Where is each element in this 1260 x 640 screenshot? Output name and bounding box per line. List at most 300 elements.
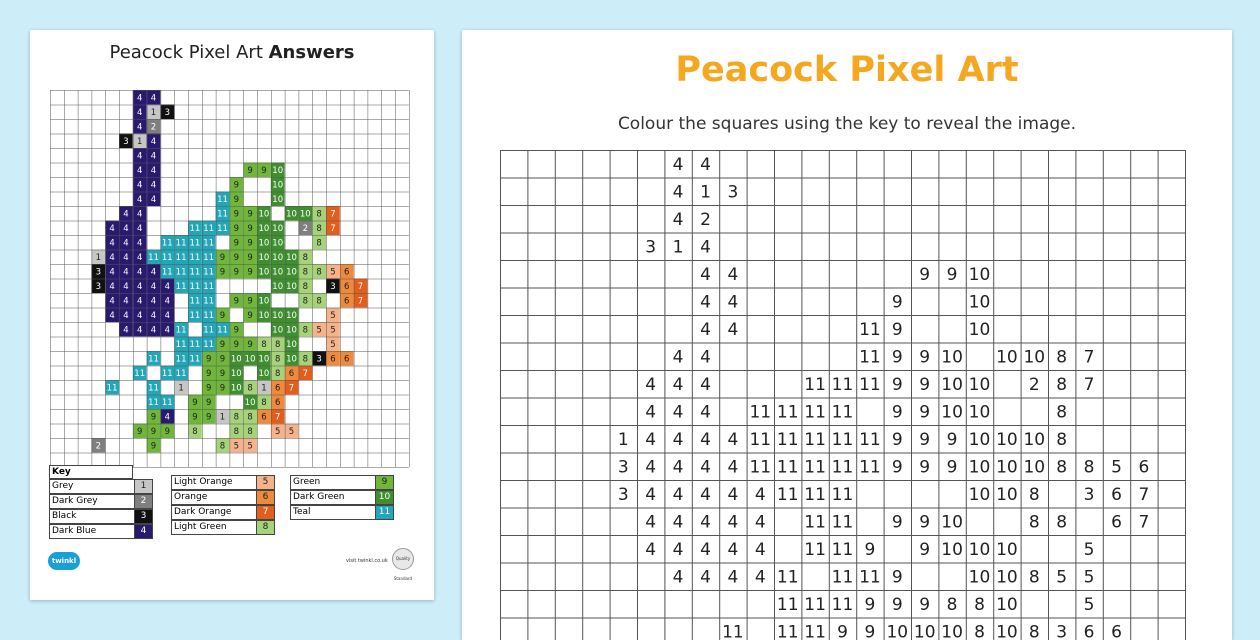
grid-cell-number: 2 xyxy=(150,122,157,133)
grid-cell-number: 4 xyxy=(754,539,766,560)
grid-cell-number: 8 xyxy=(974,594,985,615)
grid-cell-number: 11 xyxy=(776,484,799,505)
grid-cell-number: 10 xyxy=(996,347,1018,368)
grid-cell-number: 4 xyxy=(123,238,129,249)
grid-cell-number: 4 xyxy=(136,223,143,234)
grid-cell-number: 1 xyxy=(95,252,102,263)
grid-cell-number: 7 xyxy=(302,368,309,379)
key-item-label: Dark Blue xyxy=(52,526,97,536)
grid-cell-number: 7 xyxy=(1083,374,1095,395)
grid-cell-number: 4 xyxy=(150,296,157,307)
grid-cell-number: 6 xyxy=(1111,622,1122,640)
grid-cell-number: 11 xyxy=(831,539,854,560)
grid-cell-number: 10 xyxy=(272,223,284,234)
grid-cell-number: 9 xyxy=(192,412,198,423)
grid-cell-number: 4 xyxy=(672,429,684,450)
grid-cell-number: 4 xyxy=(136,151,143,162)
grid-cell-number: 4 xyxy=(645,484,657,505)
grid-cell-number: 10 xyxy=(941,622,963,640)
grid-cell-number: 9 xyxy=(837,622,848,640)
grid-cell-number: 11 xyxy=(859,347,881,368)
grid-cell-number: 8 xyxy=(316,209,322,220)
grid-cell-number: 4 xyxy=(700,154,711,175)
grid-cell-number: 9 xyxy=(247,339,253,350)
grid-cell-number: 9 xyxy=(891,512,903,533)
grid-cell-number: 4 xyxy=(672,457,684,478)
grid-cell-number: 4 xyxy=(136,296,143,307)
grid-cell-number: 4 xyxy=(136,122,143,133)
grid-cell-number: 10 xyxy=(968,402,991,423)
grid-cell-number: 11 xyxy=(804,402,826,423)
grid-cell-number: 11 xyxy=(831,484,854,505)
grid-cell-number: 8 xyxy=(1056,512,1068,533)
grid-cell-number: 4 xyxy=(700,484,711,505)
grid-cell-number: 11 xyxy=(831,402,854,423)
grid-cell-number: 4 xyxy=(672,512,684,533)
grid-cell-number: 4 xyxy=(700,457,711,478)
grid-cell-number: 11 xyxy=(831,567,854,588)
grid-cell-number: 11 xyxy=(831,429,854,450)
grid-cell-number: 10 xyxy=(272,165,284,176)
grid-cell-number: 7 xyxy=(330,223,336,234)
grid-cell-number: 9 xyxy=(247,165,253,176)
grid-cell-number: 9 xyxy=(891,292,903,313)
grid-cell-number: 9 xyxy=(136,426,143,437)
grid-cell-number: 4 xyxy=(164,310,171,321)
key-item-label: Light Green xyxy=(174,522,227,532)
grid-cell-number: 11 xyxy=(217,194,228,205)
quality-badge-icon: Quality Standard xyxy=(392,548,414,570)
grid-cell-number: 10 xyxy=(272,267,284,278)
grid-cell-number: 9 xyxy=(219,310,226,321)
grid-cell-number: 11 xyxy=(831,457,854,478)
grid-cell-number: 11 xyxy=(776,457,799,478)
answer-sheet xyxy=(30,30,434,600)
grid-cell-number: 3 xyxy=(164,107,171,118)
answer-pixel-grid xyxy=(50,90,410,468)
key-item-swatch: 5 xyxy=(256,476,274,489)
grid-cell-number: 9 xyxy=(219,354,226,365)
grid-cell-number: 11 xyxy=(189,238,201,249)
grid-cell-number: 11 xyxy=(804,512,826,533)
grid-cell-number: 8 xyxy=(261,339,267,350)
key-item-swatch: 7 xyxy=(256,506,274,519)
grid-cell-number: 4 xyxy=(700,512,711,533)
grid-cell-number: 8 xyxy=(302,325,309,336)
grid-cell-number: 10 xyxy=(272,325,284,336)
grid-cell-number: 9 xyxy=(233,238,240,249)
grid-cell-number: 4 xyxy=(136,165,143,176)
grid-cell-number: 9 xyxy=(247,238,253,249)
grid-cell-number: 9 xyxy=(219,252,226,263)
grid-cell-number: 5 xyxy=(1083,567,1095,588)
grid-cell-number: 11 xyxy=(776,567,799,588)
grid-cell-number: 4 xyxy=(150,325,157,336)
grid-cell-number: 11 xyxy=(776,402,799,423)
grid-cell-number: 9 xyxy=(219,339,226,350)
grid-cell-number: 8 xyxy=(974,622,985,640)
grid-cell-number: 9 xyxy=(150,412,157,423)
grid-cell-number: 4 xyxy=(150,194,157,205)
key-item-swatch: 11 xyxy=(375,506,393,519)
grid-cell-number: 2 xyxy=(1028,374,1040,395)
grid-cell-number: 10 xyxy=(1023,457,1046,478)
grid-cell-number: 4 xyxy=(727,567,739,588)
grid-cell-number: 8 xyxy=(1028,484,1040,505)
grid-cell-number: 11 xyxy=(161,397,173,408)
grid-cell-number: 10 xyxy=(968,264,991,285)
grid-cell-number: 11 xyxy=(148,383,159,394)
grid-cell-number: 4 xyxy=(700,402,711,423)
grid-cell-number: 11 xyxy=(175,252,187,263)
key-item-swatch: 10 xyxy=(375,491,393,504)
grid-cell-number: 9 xyxy=(919,594,931,615)
grid-cell-number: 8 xyxy=(1083,457,1095,478)
colour-key xyxy=(49,465,399,560)
grid-cell-number: 8 xyxy=(261,397,267,408)
grid-cell-number: 10 xyxy=(272,252,284,263)
grid-cell-number: 3 xyxy=(316,354,322,365)
grid-cell-number: 10 xyxy=(1023,347,1046,368)
grid-cell-number: 10 xyxy=(286,310,297,321)
grid-cell-number: 9 xyxy=(261,165,267,176)
grid-cell-number: 9 xyxy=(247,223,253,234)
grid-cell-number: 8 xyxy=(233,426,240,437)
grid-cell-number: 6 xyxy=(1111,484,1122,505)
grid-cell-number: 10 xyxy=(286,267,297,278)
grid-cell-number: 9 xyxy=(247,209,253,220)
grid-cell-number: 11 xyxy=(831,512,854,533)
grid-cell-number: 11 xyxy=(804,457,826,478)
grid-cell-number: 3 xyxy=(617,484,629,505)
grid-cell-number: 8 xyxy=(302,267,309,278)
grid-cell-number: 11 xyxy=(776,622,799,640)
grid-cell-number: 4 xyxy=(727,429,739,450)
grid-cell-number: 10 xyxy=(258,252,270,263)
grid-cell-number: 10 xyxy=(272,310,284,321)
grid-cell-number: 4 xyxy=(700,237,711,258)
grid-cell-number: 6 xyxy=(343,281,350,292)
grid-cell-number: 7 xyxy=(274,412,281,423)
grid-cell-number: 4 xyxy=(700,347,711,368)
grid-cell-number: 10 xyxy=(258,368,270,379)
grid-cell-number: 4 xyxy=(672,374,684,395)
grid-cell-number: 4 xyxy=(727,484,739,505)
worksheet-instructions: Colour the squares using the key to reveal the image. xyxy=(617,114,1077,134)
grid-cell-number: 4 xyxy=(727,457,739,478)
grid-cell-number: 9 xyxy=(919,347,931,368)
grid-cell-number: 4 xyxy=(136,209,143,220)
grid-cell-number: 2 xyxy=(95,441,102,452)
grid-cell-number: 4 xyxy=(136,252,143,263)
worksheet-pixel-grid xyxy=(500,150,1186,640)
grid-cell-number: 4 xyxy=(645,374,657,395)
grid-cell-number: 9 xyxy=(233,223,240,234)
key-item-label: Light Orange xyxy=(174,477,233,487)
key-item-light-green xyxy=(171,520,275,535)
answer-grid-svg xyxy=(50,90,410,468)
grid-cell-number: 9 xyxy=(919,429,931,450)
grid-cell-number: 4 xyxy=(109,252,115,263)
grid-cell-number: 10 xyxy=(941,402,963,423)
grid-cell-number: 4 xyxy=(672,539,684,560)
grid-cell-number: 10 xyxy=(272,281,284,292)
grid-cell-number: 11 xyxy=(203,325,215,336)
grid-cell-number: 5 xyxy=(1056,567,1068,588)
grid-cell-number: 6 xyxy=(1083,622,1095,640)
grid-cell-number: 4 xyxy=(672,402,684,423)
grid-cell-number: 8 xyxy=(302,296,309,307)
grid-cell-number: 10 xyxy=(230,383,242,394)
grid-cell-number: 4 xyxy=(645,402,657,423)
grid-cell-number: 8 xyxy=(1056,374,1068,395)
grid-cell-number: 9 xyxy=(891,457,903,478)
grid-cell-number: 5 xyxy=(1083,594,1095,615)
key-item-orange xyxy=(171,490,275,505)
grid-cell-number: 4 xyxy=(700,429,711,450)
grid-cell-number: 11 xyxy=(106,383,118,394)
grid-cell-number: 6 xyxy=(288,368,295,379)
grid-cell-number: 11 xyxy=(203,267,215,278)
key-item-swatch: 8 xyxy=(256,521,274,534)
grid-cell-number: 10 xyxy=(996,539,1018,560)
grid-cell-number: 3 xyxy=(95,281,102,292)
grid-cell-number: 5 xyxy=(330,310,336,321)
grid-cell-number: 9 xyxy=(150,441,157,452)
grid-cell-number: 10 xyxy=(913,622,936,640)
grid-cell-number: 9 xyxy=(233,252,240,263)
grid-cell-number: 4 xyxy=(150,136,157,147)
grid-cell-number: 4 xyxy=(700,319,711,340)
key-item-swatch: 6 xyxy=(256,491,274,504)
grid-cell-number: 4 xyxy=(109,238,115,249)
grid-cell-number: 11 xyxy=(203,223,215,234)
grid-cell-number: 7 xyxy=(1138,484,1150,505)
key-item-label: Orange xyxy=(174,492,208,502)
grid-cell-number: 11 xyxy=(203,281,215,292)
grid-cell-number: 11 xyxy=(189,223,201,234)
grid-cell-number: 10 xyxy=(968,292,991,313)
grid-cell-number: 10 xyxy=(299,209,311,220)
grid-cell-number: 10 xyxy=(286,209,297,220)
grid-cell-number: 4 xyxy=(150,310,157,321)
grid-cell-number: 4 xyxy=(727,512,739,533)
worksheet xyxy=(462,30,1232,640)
grid-cell-number: 11 xyxy=(217,209,228,220)
grid-cell-number: 8 xyxy=(302,252,309,263)
grid-cell-number: 10 xyxy=(258,209,270,220)
grid-cell-number: 4 xyxy=(645,429,657,450)
grid-cell-number: 9 xyxy=(205,354,212,365)
grid-cell-number: 9 xyxy=(233,339,240,350)
grid-cell-number: 9 xyxy=(864,594,876,615)
grid-cell-number: 4 xyxy=(754,512,766,533)
grid-cell-number: 10 xyxy=(1023,429,1046,450)
grid-cell-number: 5 xyxy=(316,325,322,336)
grid-cell-number: 11 xyxy=(203,339,215,350)
grid-cell-number: 6 xyxy=(1138,457,1150,478)
grid-cell-number: 1 xyxy=(136,136,143,147)
grid-cell-number: 6 xyxy=(343,296,350,307)
grid-cell-number: 4 xyxy=(700,539,711,560)
grid-cell-number: 11 xyxy=(161,368,173,379)
grid-cell-number: 9 xyxy=(919,457,931,478)
grid-cell-number: 11 xyxy=(776,594,799,615)
grid-cell-number: 9 xyxy=(233,325,240,336)
grid-cell-number: 11 xyxy=(804,539,826,560)
key-item-dark-grey xyxy=(49,494,153,509)
grid-cell-number: 8 xyxy=(274,354,281,365)
grid-cell-number: 10 xyxy=(230,368,242,379)
grid-cell-number: 10 xyxy=(258,354,270,365)
grid-cell-number: 11 xyxy=(189,252,201,263)
grid-cell-number: 9 xyxy=(205,412,212,423)
key-item-swatch: 4 xyxy=(134,525,152,538)
grid-cell-number: 11 xyxy=(148,397,159,408)
grid-cell-number: 10 xyxy=(272,238,284,249)
grid-cell-number: 11 xyxy=(859,457,881,478)
grid-cell-number: 4 xyxy=(136,238,143,249)
grid-cell-number: 7 xyxy=(1083,347,1095,368)
grid-cell-number: 8 xyxy=(274,339,281,350)
grid-cell-number: 11 xyxy=(189,354,201,365)
grid-cell-number: 10 xyxy=(996,622,1018,640)
grid-cell-number: 10 xyxy=(230,354,242,365)
worksheet-grid-svg xyxy=(500,150,1186,640)
key-item-label: Black xyxy=(52,511,77,521)
grid-cell-number: 8 xyxy=(302,354,309,365)
grid-cell-number: 9 xyxy=(864,622,876,640)
grid-cell-number: 6 xyxy=(343,354,350,365)
grid-cell-number: 5 xyxy=(233,441,240,452)
grid-cell-number: 9 xyxy=(247,310,253,321)
grid-cell-number: 4 xyxy=(123,252,129,263)
key-title: Key xyxy=(49,465,133,479)
grid-cell-number: 4 xyxy=(136,281,143,292)
grid-cell-number: 11 xyxy=(148,252,159,263)
grid-cell-number: 11 xyxy=(859,374,881,395)
grid-cell-number: 1 xyxy=(617,429,629,450)
grid-cell-number: 4 xyxy=(136,310,143,321)
grid-cell-number: 10 xyxy=(258,238,270,249)
grid-cell-number: 10 xyxy=(968,429,991,450)
grid-cell-number: 4 xyxy=(672,484,684,505)
grid-cell-number: 11 xyxy=(749,429,772,450)
grid-cell-number: 4 xyxy=(123,296,129,307)
grid-cell-number: 6 xyxy=(274,397,281,408)
grid-cell-number: 11 xyxy=(175,368,187,379)
grid-cell-number: 9 xyxy=(219,383,226,394)
grid-cell-number: 4 xyxy=(136,93,143,104)
grid-cell-number: 11 xyxy=(161,238,173,249)
grid-cell-number: 4 xyxy=(672,347,684,368)
grid-cell-number: 4 xyxy=(700,374,711,395)
grid-cell-number: 9 xyxy=(150,426,157,437)
grid-cell-number: 11 xyxy=(804,374,826,395)
grid-cell-number: 4 xyxy=(164,412,171,423)
grid-cell-number: 4 xyxy=(123,223,129,234)
grid-cell-number: 10 xyxy=(996,429,1018,450)
grid-cell-number: 10 xyxy=(258,310,270,321)
grid-cell-number: 1 xyxy=(150,107,157,118)
grid-cell-number: 3 xyxy=(1056,622,1068,640)
grid-cell-number: 1 xyxy=(672,237,684,258)
grid-cell-number: 3 xyxy=(95,267,102,278)
grid-cell-number: 4 xyxy=(123,267,129,278)
grid-cell-number: 4 xyxy=(700,292,711,313)
grid-cell-number: 11 xyxy=(175,267,187,278)
grid-cell-number: 9 xyxy=(919,512,931,533)
grid-cell-number: 3 xyxy=(617,457,629,478)
grid-cell-number: 10 xyxy=(968,567,991,588)
grid-cell-number: 2 xyxy=(302,223,309,234)
grid-cell-number: 7 xyxy=(330,209,336,220)
grid-cell-number: 5 xyxy=(1111,457,1122,478)
grid-cell-number: 8 xyxy=(219,441,226,452)
grid-cell-number: 9 xyxy=(946,264,958,285)
grid-cell-number: 8 xyxy=(233,412,240,423)
grid-cell-number: 4 xyxy=(645,539,657,560)
grid-cell-number: 10 xyxy=(286,339,297,350)
grid-cell-number: 6 xyxy=(330,354,336,365)
grid-cell-number: 3 xyxy=(330,281,336,292)
grid-cell-number: 7 xyxy=(1138,512,1150,533)
grid-cell-number: 8 xyxy=(247,426,253,437)
grid-cell-number: 2 xyxy=(700,209,711,230)
grid-cell-number: 4 xyxy=(109,281,115,292)
grid-cell-number: 3 xyxy=(727,182,739,203)
grid-cell-number: 8 xyxy=(302,281,309,292)
grid-cell-number: 9 xyxy=(891,567,903,588)
grid-cell-number: 7 xyxy=(357,281,364,292)
grid-cell-number: 1 xyxy=(700,182,711,203)
grid-cell-number: 9 xyxy=(192,397,198,408)
grid-cell-number: 9 xyxy=(891,402,903,423)
grid-cell-number: 4 xyxy=(164,296,171,307)
grid-cell-number: 9 xyxy=(164,426,171,437)
grid-cell-number: 11 xyxy=(134,368,146,379)
grid-cell-number: 4 xyxy=(136,267,143,278)
grid-cell-number: 9 xyxy=(891,319,903,340)
grid-cell-number: 5 xyxy=(1083,539,1095,560)
grid-cell-number: 11 xyxy=(804,594,826,615)
grid-cell-number: 4 xyxy=(150,151,157,162)
grid-cell-number: 4 xyxy=(700,567,711,588)
grid-cell-number: 7 xyxy=(357,296,364,307)
grid-cell-number: 5 xyxy=(330,325,336,336)
grid-cell-number: 10 xyxy=(272,180,284,191)
grid-cell-number: 3 xyxy=(123,136,129,147)
grid-cell-number: 4 xyxy=(136,325,143,336)
grid-cell-number: 11 xyxy=(859,319,881,340)
key-item-grey xyxy=(49,479,153,494)
grid-cell-number: 11 xyxy=(189,296,201,307)
grid-cell-number: 4 xyxy=(645,457,657,478)
grid-cell-number: 11 xyxy=(175,281,187,292)
grid-cell-number: 4 xyxy=(150,180,157,191)
grid-cell-number: 8 xyxy=(946,594,958,615)
grid-cell-number: 8 xyxy=(247,412,253,423)
grid-cell-number: 8 xyxy=(316,223,322,234)
grid-cell-number: 4 xyxy=(672,154,684,175)
grid-cell-number: 4 xyxy=(136,180,143,191)
grid-cell-number: 4 xyxy=(109,267,115,278)
grid-cell-number: 11 xyxy=(776,429,799,450)
grid-cell-number: 8 xyxy=(274,368,281,379)
grid-cell-number: 4 xyxy=(672,182,684,203)
grid-cell-number: 8 xyxy=(1056,347,1068,368)
key-item-swatch: 9 xyxy=(375,476,393,489)
